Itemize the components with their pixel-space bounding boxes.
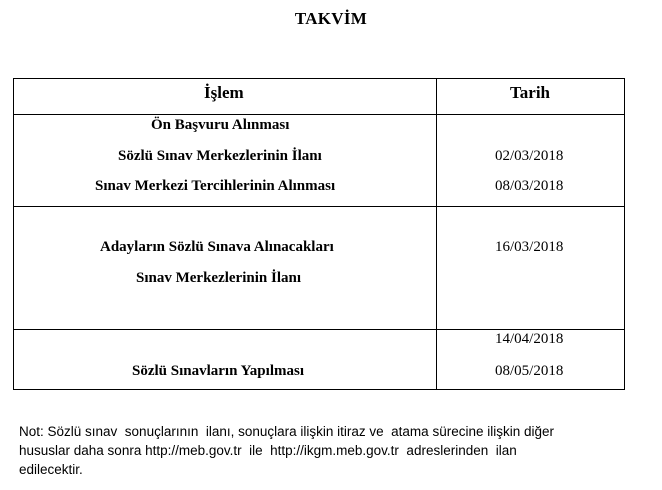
- footnote-line: hususlar daha sonra http://meb.gov.tr ile http://ikgm.meb.gov.tr adreslerinden ilan: [19, 443, 517, 458]
- row2-item2: Sınav Merkezlerinin İlanı: [136, 270, 301, 286]
- row-divider: [14, 206, 624, 207]
- row1-item1: Ön Başvuru Alınması: [151, 117, 290, 133]
- row2-item1: Adayların Sözlü Sınava Alınacakları: [100, 239, 334, 255]
- row2-date1: 16/03/2018: [495, 239, 564, 255]
- column-divider: [436, 79, 437, 389]
- calendar-table: [13, 78, 625, 390]
- row3-item1: Sözlü Sınavların Yapılması: [132, 363, 304, 379]
- header-islem: İşlem: [204, 83, 244, 102]
- footnote-line: Not: Sözlü sınav sonuçlarının ilanı, sonuçlara ilişkin itiraz ve atama sürecine ilişkin diğer: [19, 424, 554, 439]
- header-divider: [14, 114, 624, 115]
- page-title: TAKVİM: [294, 9, 368, 28]
- footnote: [19, 422, 619, 479]
- footnote-line: edilecektir.: [19, 462, 83, 477]
- row1-date2: 08/03/2018: [495, 178, 564, 194]
- header-tarih: Tarih: [510, 83, 551, 102]
- row3-date1: 14/04/2018: [495, 331, 564, 347]
- row1-item2: Sözlü Sınav Merkezlerinin İlanı: [118, 148, 322, 164]
- row1-item3: Sınav Merkezi Tercihlerinin Alınması: [95, 178, 336, 194]
- row3-date2: 08/05/2018: [495, 363, 564, 379]
- row1-date1: 02/03/2018: [495, 148, 564, 164]
- row-divider: [14, 329, 624, 330]
